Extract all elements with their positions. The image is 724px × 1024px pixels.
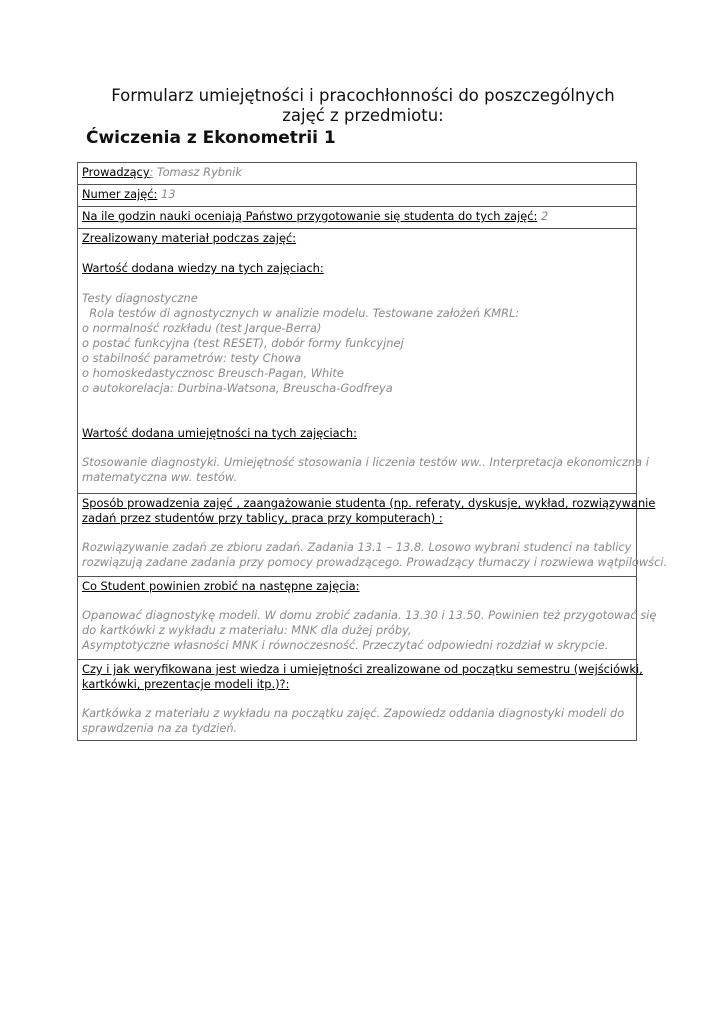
next-class-line: Asymptotyczne własności MNK i równoczesność. Przeczytać odpowiedni rozdział w skrypcie. [82, 638, 609, 652]
lecturer-value: Tomasz Rybnik [153, 165, 243, 179]
knowledge-label: Wartość dodana wiedzy na tych zajęciach: [82, 261, 324, 275]
knowledge-line: o normalność rozkładu (test Jarque-Berra) [82, 321, 322, 335]
skills-line: matematyczna ww. testów. [82, 470, 238, 484]
next-class-line: Opanować diagnostykę modeli. W domu zrobić zadania. 13.30 i 13.50. Powinien też przygotować się [82, 608, 657, 622]
form-table [77, 162, 668, 741]
verification-label-line: kartkówki, prezentacje modeli itp.)?: [82, 677, 290, 691]
knowledge-line: Testy diagnostyczne [82, 291, 198, 305]
verification-content [82, 706, 632, 736]
next-class-row [78, 576, 657, 659]
verification-label [82, 662, 643, 692]
knowledge-line: o autokorelacja: Durbina-Watsona, Breuscha-Godfreya [82, 381, 393, 395]
knowledge-line: o stabilność parametrów: testy Chowa [82, 351, 302, 365]
material-label: Zrealizowany materiał podczas zajęć: [82, 231, 297, 245]
form-title: Formularz umiejętności i pracochłonności do poszczególnych zajęć z przedmiotu: [111, 86, 615, 125]
class-number-row [78, 184, 636, 206]
verification-label-line: Czy i jak weryfikowana jest wiedza i umiejętności zrealizowane od początku semestru (wejściówki, [82, 662, 643, 676]
verification-line: Kartkówka z materiału z wykładu na początku zajęć. Zapowiedz oddania diagnostyki modeli do [82, 706, 625, 720]
skills-line: Stosowanie diagnostyki. Umiejętność stosowania i liczenia testów ww.. Interpretacja ekonomiczna i [82, 455, 649, 469]
method-label [82, 496, 656, 526]
verification-line: sprawdzenia na za tydzień. [82, 721, 238, 735]
next-class-content [82, 608, 657, 653]
hours-row [78, 206, 636, 228]
class-number-value: 13 [157, 187, 176, 201]
class-number-label: Numer zajęć: [82, 187, 158, 201]
method-label-line: Sposób prowadzenia zajęć , zaangażowanie studenta (np. referaty, dyskusje, wykład, rozwiązywanie [82, 496, 656, 510]
material-row [78, 228, 649, 493]
knowledge-content [82, 291, 632, 396]
next-class-label: Co Student powinien zrobić na następne zajęcia: [82, 579, 360, 593]
method-row [78, 493, 668, 576]
subject-title: Ćwiczenia z Ekonometrii 1 [86, 128, 336, 148]
method-label-line: zadań przez studentów przy tablicy, praca przy komputerach) : [82, 511, 443, 525]
hours-value: 2 [537, 209, 549, 223]
knowledge-line: Rola testów di agnostycznych w analizie modelu. Testowane założeń KMRL: [82, 306, 520, 320]
skills-content [82, 455, 649, 485]
method-content [82, 540, 668, 570]
method-line: rozwiązują zadane zadania przy pomocy prowadzącego. Prowadzący tłumaczy i rozwiewa wątpilowści. [82, 555, 668, 569]
skills-label: Wartość dodana umiejętności na tych zajęciach: [82, 426, 357, 440]
lecturer-row [78, 163, 636, 184]
lecturer-colon: : [149, 165, 154, 179]
verification-row [78, 659, 643, 740]
hours-label: Na ile godzin nauki oceniają Państwo przygotowanie się studenta do tych zajęć: [82, 209, 538, 223]
method-line: Rozwiązywanie zadań ze zbioru zadań. Zadania 13.1 – 13.8. Losowo wybrani studenci na tablicy [82, 540, 632, 554]
knowledge-line: o homoskedastycznosc Breusch-Pagan, White [82, 366, 344, 380]
next-class-line: do kartkówki z wykładu z materiału: MNK dla dużej próby, [82, 623, 412, 637]
knowledge-line: o postać funkcyjna (test RESET), dobór formy funkcyjnej [82, 336, 404, 350]
lecturer-label: Prowadzący [82, 165, 150, 179]
